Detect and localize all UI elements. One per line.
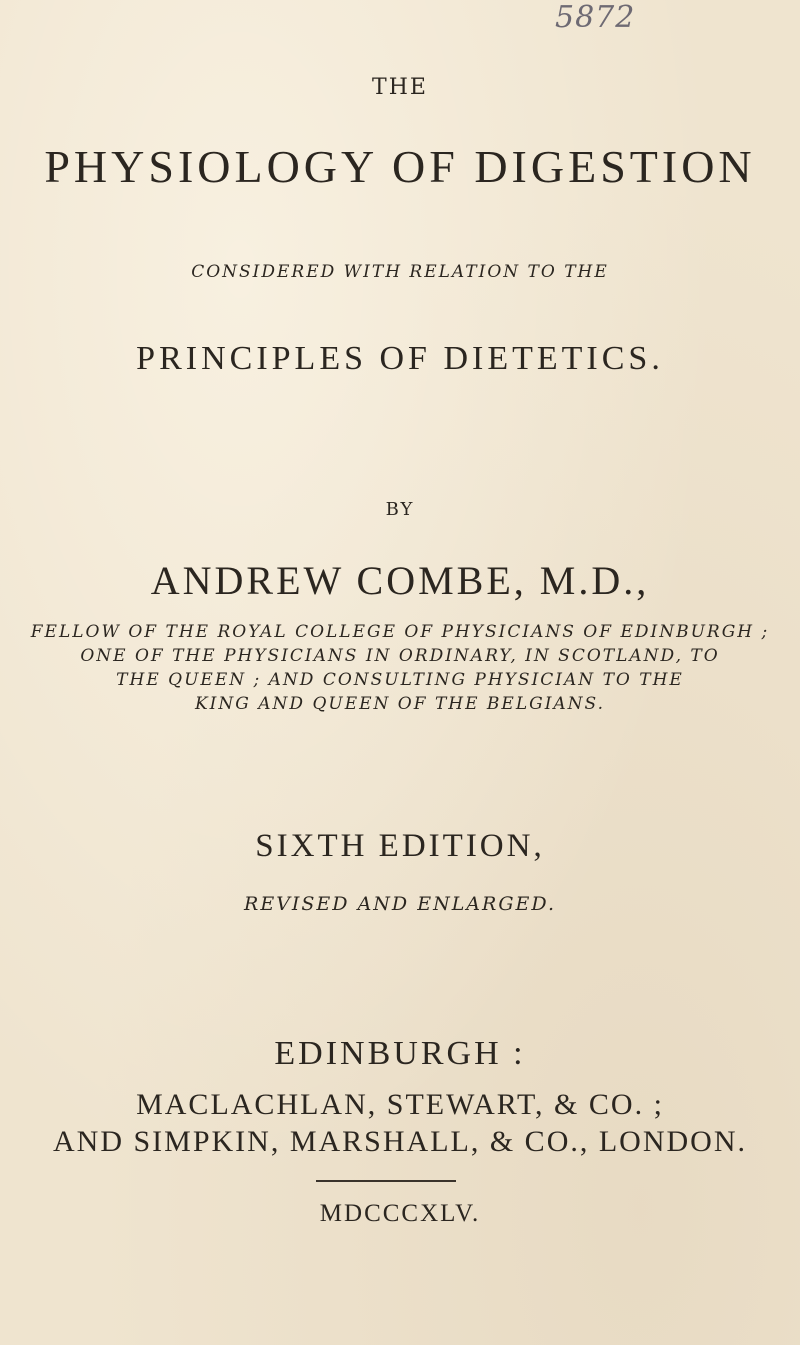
title-article: THE (372, 75, 428, 100)
publisher-line: AND SIMPKIN, MARSHALL, & CO., LONDON. (52, 1125, 748, 1158)
publication-city: EDINBURGH : (274, 1035, 526, 1072)
publication-year: MDCCCXLV. (319, 1200, 481, 1227)
book-title: PHYSIOLOGY OF DIGESTION (44, 141, 756, 192)
subtitle-lead: CONSIDERED WITH RELATION TO THE (191, 262, 609, 282)
author-name: ANDREW COMBE, M.D., (150, 558, 650, 603)
divider-rule (316, 1180, 456, 1182)
author-credential: KING AND QUEEN OF THE BELGIANS. (194, 694, 606, 714)
author-credential: ONE OF THE PHYSICIANS IN ORDINARY, IN SCOTLAND, TO (80, 646, 720, 666)
publisher-line: MACLACHLAN, STEWART, & CO. ; (136, 1088, 664, 1121)
subtitle: PRINCIPLES OF DIETETICS. (136, 340, 664, 377)
revision-note: REVISED AND ENLARGED. (244, 893, 556, 915)
handwritten-shelfmark: 5872 (555, 0, 636, 35)
by-line: BY (385, 499, 415, 520)
edition-statement: SIXTH EDITION, (255, 828, 545, 864)
author-credential: THE QUEEN ; AND CONSULTING PHYSICIAN TO THE (116, 670, 684, 690)
author-credential: FELLOW OF THE ROYAL COLLEGE OF PHYSICIANS OF EDINBURGH ; (30, 622, 770, 642)
